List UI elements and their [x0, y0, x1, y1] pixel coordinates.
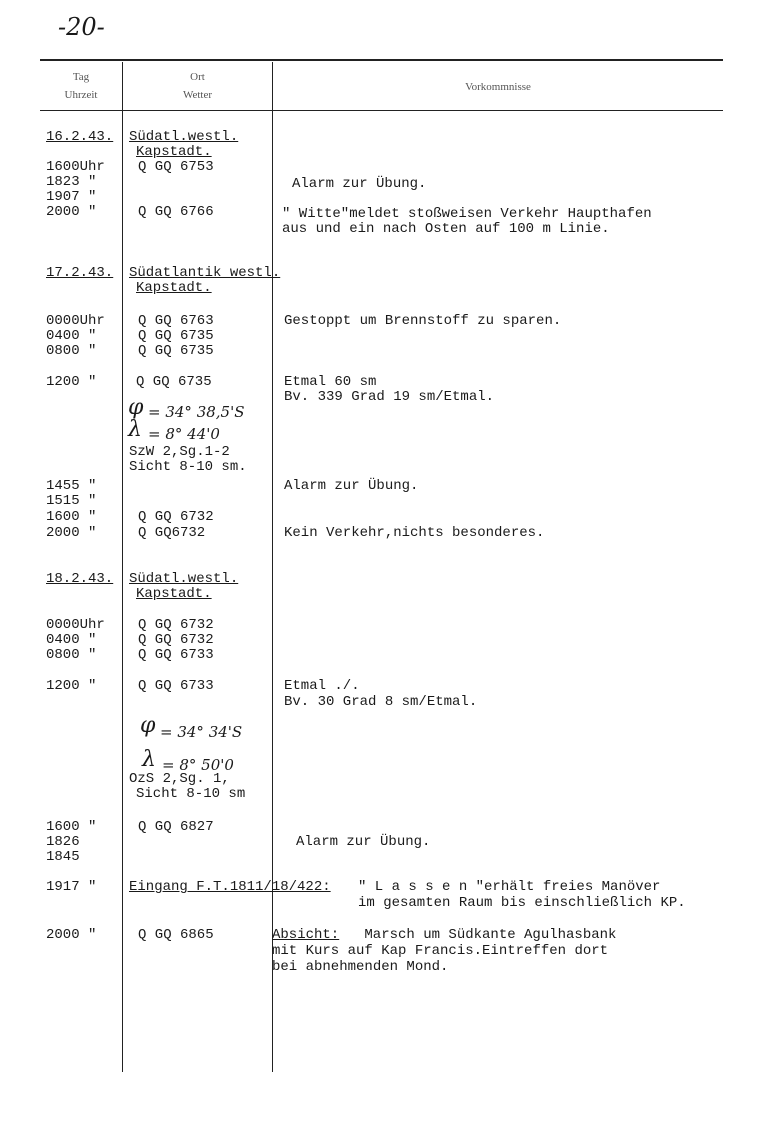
day3-weather-1: OzS 2,Sg. 1,	[129, 771, 230, 787]
day2-pos-3: Q GQ 6735	[138, 343, 214, 359]
day3-pos-4: Q GQ 6733	[138, 678, 214, 694]
day2-event-1: Gestoppt um Brennstoff zu sparen.	[284, 313, 562, 329]
column-divider-2	[272, 62, 273, 1072]
day1-event-2a: " Witte"meldet stoßweisen Verkehr Haupthafen	[282, 206, 652, 222]
day3-time-3: 0800 "	[46, 647, 97, 663]
longitude-symbol: λ	[128, 417, 142, 442]
day2-event-2a: Etmal 60 sm	[284, 374, 377, 390]
day2-time-1: 0000Uhr	[46, 313, 105, 329]
day3-ft-text-1: " L a s s e n "erhält freies Manöver	[358, 879, 661, 895]
day2-time-6: 1515 "	[46, 493, 97, 509]
day1-time-2: 1823 "	[46, 174, 97, 190]
day1-pos-2: Q GQ 6766	[138, 204, 214, 220]
latitude-symbol: φ	[128, 395, 144, 420]
header-uhrzeit: Uhrzeit	[64, 89, 98, 101]
day2-pos-6: Q GQ6732	[138, 525, 206, 541]
day3-place-1: Südatl.westl.	[129, 571, 239, 587]
day3-event-1b: Bv. 30 Grad 8 sm/Etmal.	[284, 694, 478, 710]
day2-event-4: Kein Verkehr,nichts besonderes.	[284, 525, 545, 541]
day3-time-4: 1200 "	[46, 678, 97, 694]
day3-event-1a: Etmal ./.	[284, 678, 360, 694]
day1-place-1: Südatl.westl.	[129, 129, 239, 145]
day3-longitude: = 8° 50'0	[162, 756, 234, 774]
day1-time-3: 1907 "	[46, 189, 97, 205]
day2-pos-2: Q GQ 6735	[138, 328, 214, 344]
day3-date: 18.2.43.	[46, 571, 114, 587]
top-rule	[40, 59, 723, 61]
day2-weather-2: Sicht 8-10 sm.	[129, 459, 247, 475]
day3-time-7: 1845	[46, 849, 80, 865]
header-vorkommnisse: Vorkommnisse	[465, 81, 531, 93]
longitude-symbol: λ	[142, 747, 156, 772]
day2-place-1: Südatlantik westl.	[129, 265, 281, 281]
day2-latitude: = 34° 38,5'S	[148, 403, 245, 421]
day2-pos-1: Q GQ 6763	[138, 313, 214, 329]
column-divider-1	[122, 62, 123, 1072]
day3-pos-3: Q GQ 6733	[138, 647, 214, 663]
day3-time-9: 2000 "	[46, 927, 97, 943]
header-rule	[40, 110, 723, 111]
header-ort: Ort	[190, 71, 205, 83]
day2-event-2b: Bv. 339 Grad 19 sm/Etmal.	[284, 389, 495, 405]
day3-absicht-3: bei abnehmenden Mond.	[272, 959, 449, 975]
day2-event-3: Alarm zur Übung.	[284, 478, 419, 494]
header-ort-wetter	[123, 68, 272, 104]
day3-absicht-1: Marsch um Südkante Agulhasbank	[356, 927, 617, 943]
day3-place-2: Kapstadt.	[136, 586, 212, 602]
day1-time-1: 1600Uhr	[46, 159, 105, 175]
day2-time-4: 1200 "	[46, 374, 97, 390]
day3-pos-2: Q GQ 6732	[138, 632, 214, 648]
day2-time-7: 1600 "	[46, 509, 97, 525]
page-number: -20-	[58, 13, 105, 41]
latitude-symbol: φ	[140, 713, 156, 738]
day1-place-2: Kapstadt.	[136, 144, 212, 160]
day2-date: 17.2.43.	[46, 265, 114, 281]
day2-time-3: 0800 "	[46, 343, 97, 359]
day3-absicht-2: mit Kurs auf Kap Francis.Eintreffen dort	[272, 943, 609, 959]
day1-time-4: 2000 "	[46, 204, 97, 220]
day1-event-2b: aus und ein nach Osten auf 100 m Linie.	[282, 221, 610, 237]
day3-ft-label: Eingang F.T.1811/18/422:	[129, 879, 331, 895]
day3-weather-2: Sicht 8-10 sm	[136, 786, 246, 802]
day3-time-8: 1917 "	[46, 879, 97, 895]
day3-time-6: 1826	[46, 834, 80, 850]
day3-pos-1: Q GQ 6732	[138, 617, 214, 633]
day2-time-8: 2000 "	[46, 525, 97, 541]
day3-pos-6: Q GQ 6865	[138, 927, 214, 943]
day3-absicht-label: Absicht:	[272, 927, 340, 943]
day2-weather-1: SzW 2,Sg.1-2	[129, 444, 230, 460]
day3-ft-text-2: im gesamten Raum bis einschließlich KP.	[358, 895, 686, 911]
day1-date: 16.2.43.	[46, 129, 114, 145]
header-tag: Tag	[72, 71, 90, 83]
day3-pos-5: Q GQ 6827	[138, 819, 214, 835]
day1-pos-1: Q GQ 6753	[138, 159, 214, 175]
day2-place-2: Kapstadt.	[136, 280, 212, 296]
day3-time-2: 0400 "	[46, 632, 97, 648]
day3-latitude: = 34° 34'S	[160, 723, 243, 741]
day2-longitude: = 8° 44'0	[148, 425, 220, 443]
day3-event-2: Alarm zur Übung.	[296, 834, 431, 850]
header-wetter: Wetter	[182, 89, 213, 101]
day3-time-1: 0000Uhr	[46, 617, 105, 633]
header-tag-uhrzeit	[40, 68, 122, 104]
day2-pos-4: Q GQ 6735	[136, 374, 212, 390]
day2-time-2: 0400 "	[46, 328, 97, 344]
day1-event-1: Alarm zur Übung.	[292, 176, 427, 192]
day2-time-5: 1455 "	[46, 478, 97, 494]
day2-pos-5: Q GQ 6732	[138, 509, 214, 525]
day3-time-5: 1600 "	[46, 819, 97, 835]
